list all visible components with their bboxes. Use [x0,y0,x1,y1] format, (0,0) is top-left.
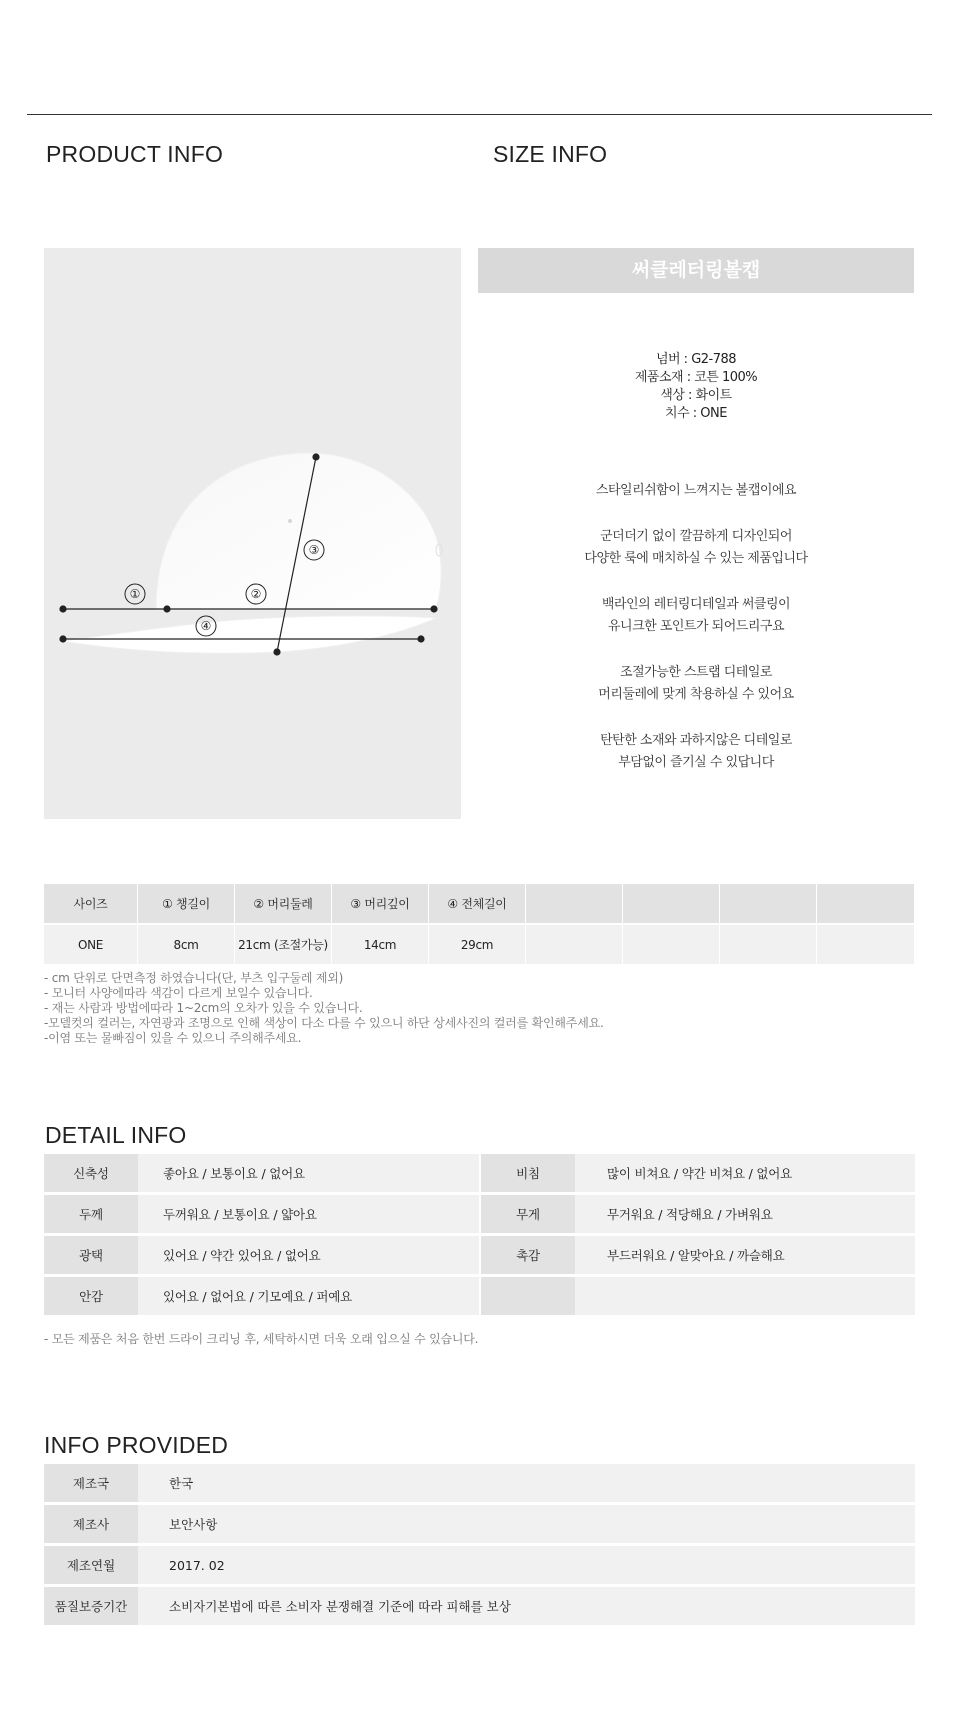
table-row [44,1277,915,1318]
table-row [44,1587,915,1628]
size-info-heading: SIZE INFO [493,141,608,167]
info-label: 제조사 [44,1505,138,1546]
size-cell: 8cm [138,925,235,966]
info-label: 품질보증기간 [44,1587,138,1628]
description-line: 조절가능한 스트랩 디테일로 [620,664,772,680]
detail-label [481,1277,575,1318]
size-note: - 재는 사람과 방법에따라 1~2cm의 오차가 있을 수 있습니다. [44,1001,363,1015]
top-divider [27,114,932,115]
spec-size: 치수 : ONE [665,406,727,421]
detail-value: 부드러워요 / 알맞아요 / 까슬해요 [575,1236,915,1277]
size-header-cell: ① 챙길이 [138,884,235,925]
spec-material: 제품소재 : 코튼 100% [634,370,758,385]
info-provided-heading: INFO PROVIDED [44,1432,229,1458]
description-paragraph [478,730,914,775]
diagram-label-4: ④ [200,619,212,633]
size-note: - 모니터 사양에따라 색감이 다르게 보일수 있습니다. [44,986,313,1000]
description-paragraph [478,526,914,571]
product-specs [478,351,914,423]
description-line: 탄탄한 소재와 과하지않은 디테일로 [600,732,792,748]
detail-label: 두께 [44,1195,138,1236]
description-line: 백라인의 레터링디테일과 써클링이 [601,596,791,612]
size-note: -이염 또는 물빠짐이 있을 수 있으니 주의해주세요. [44,1031,302,1045]
size-cell [817,925,915,966]
size-notes [44,971,604,1046]
size-header-cell: ② 머리둘레 [235,884,332,925]
detail-value [575,1277,915,1318]
detail-label: 광택 [44,1236,138,1277]
description-line: 다양한 룩에 매치하실 수 있는 제품입니다 [584,551,808,566]
size-header-cell: 사이즈 [44,884,138,925]
description-line: 부담없이 즐기실 수 있답니다 [618,755,774,770]
cap-crown [156,453,441,610]
size-header-cell [817,884,915,925]
detail-label: 비침 [481,1154,575,1195]
table-row [44,1154,915,1195]
table-row [44,1505,915,1546]
info-label: 제조국 [44,1464,138,1505]
size-header-cell [526,884,623,925]
table-row [44,1464,915,1505]
info-value: 소비자기본법에 따른 소비자 분쟁해결 기준에 따라 피해를 보상 [138,1587,915,1628]
detail-value: 있어요 / 없어요 / 기모예요 / 퍼예요 [138,1277,481,1318]
detail-value: 많이 비쳐요 / 약간 비쳐요 / 없어요 [575,1154,915,1195]
size-cell [526,925,623,966]
cap-eyelet [288,519,292,523]
detail-value: 있어요 / 약간 있어요 / 없어요 [138,1236,481,1277]
size-cell: 21cm (조절가능) [235,925,332,966]
size-header-cell: ③ 머리깊이 [332,884,429,925]
size-table-header [44,884,915,925]
product-photo [44,248,461,819]
description-line: 유니크한 포인트가 되어드리구요 [607,619,785,634]
detail-info-heading: DETAIL INFO [45,1122,187,1148]
description-line: 머리둘레에 맞게 착용하실 수 있어요 [598,687,794,702]
description-line: 군더더기 없이 깔끔하게 디자인되어 [600,528,792,544]
detail-table [44,1154,915,1318]
size-note: - cm 단위로 단면측정 하였습니다(단, 부츠 입구둘레 제외) [44,971,344,985]
diagram-label-3: ③ [308,543,320,557]
size-cell [720,925,817,966]
detail-value: 두꺼워요 / 보통이요 / 얇아요 [138,1195,481,1236]
size-cell: 29cm [429,925,526,966]
product-name-bar: 써클레터링볼캡 [478,248,914,293]
detail-label: 신축성 [44,1154,138,1195]
product-description [478,480,914,798]
info-provided-table [44,1464,915,1628]
table-row [44,925,915,966]
cap-brim [62,616,436,653]
detail-label: 안감 [44,1277,138,1318]
diagram-label-2: ② [250,587,262,601]
cap-measure-diagram [44,248,461,819]
size-header-cell [623,884,720,925]
detail-label: 촉감 [481,1236,575,1277]
info-value: 2017. 02 [138,1546,915,1587]
product-info-heading: PRODUCT INFO [46,141,224,167]
table-row [44,1546,915,1587]
info-label: 제조연월 [44,1546,138,1587]
description-paragraph [478,594,914,639]
table-row [44,1236,915,1277]
description-line: 스타일리쉬함이 느껴지는 볼캡이에요 [595,483,797,498]
info-value: 한국 [138,1464,915,1505]
detail-value: 좋아요 / 보통이요 / 없어요 [138,1154,481,1195]
description-paragraph [478,662,914,707]
detail-note: - 모든 제품은 처음 한번 드라이 크리닝 후, 세탁하시면 더욱 오래 입으실 수 있습니다. [44,1332,479,1346]
size-cell [623,925,720,966]
spec-color: 색상 : 화이트 [660,388,732,403]
spec-number: 넘버 : G2-788 [655,352,737,367]
size-note: -모델컷의 컬러는, 자연광과 조명으로 인해 색상이 다소 다를 수 있으니 하단 상세사진의 컬러를 확인해주세요. [44,1016,604,1030]
detail-label: 무게 [481,1195,575,1236]
size-cell: ONE [44,925,138,966]
description-paragraph [478,480,914,503]
info-value: 보안사항 [138,1505,915,1546]
size-table [44,884,915,966]
size-header-cell [720,884,817,925]
size-cell: 14cm [332,925,429,966]
size-header-cell: ④ 전체길이 [429,884,526,925]
table-row [44,1195,915,1236]
diagram-label-1: ① [129,587,141,601]
detail-value: 무거워요 / 적당해요 / 가벼워요 [575,1195,915,1236]
